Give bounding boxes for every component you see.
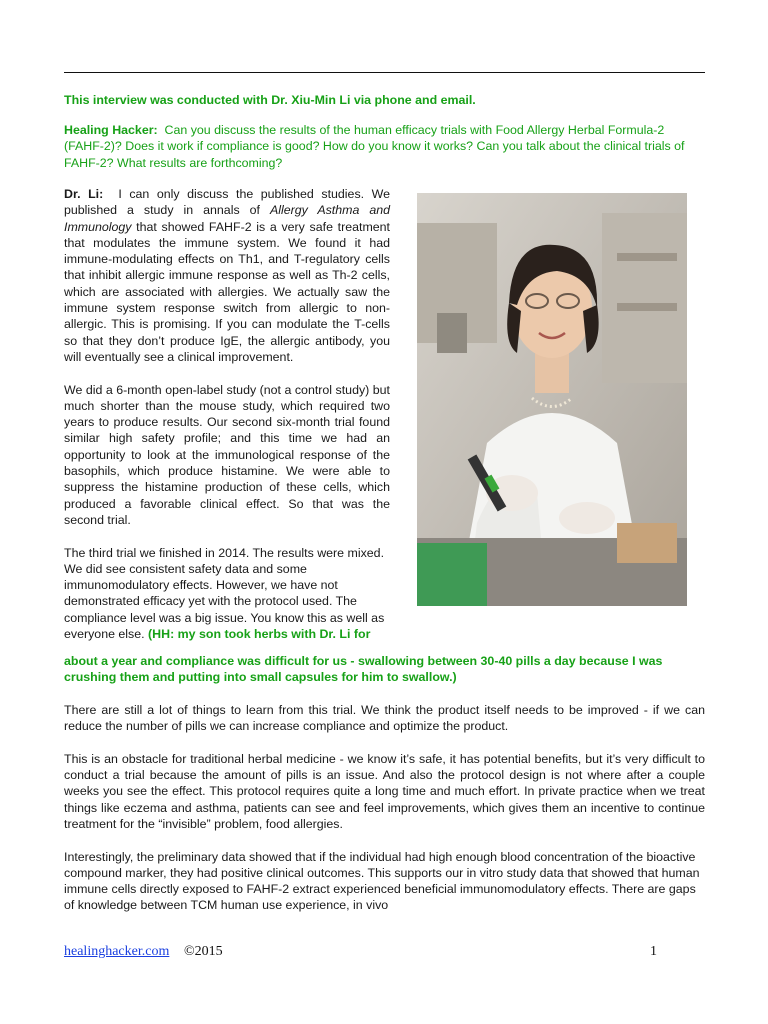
answer-speaker: Dr. Li: [64, 187, 104, 201]
question-speaker: Healing Hacker: [64, 123, 158, 137]
answer-p1-text-b: that showed FAHF-2 is a very safe treatment that modulates the immune system. We found it had immune-modulating effects on Th1, and T-regulatory cells that inhibit allergic immune response as well as Th-2 cells, which are associated with allergies. We actually saw the immune system response switch from allergic to non-allergic. This is promising. If you can modulate the T-cells so that they don’t produce IgE, the allergic antibody, you will eventually see a clinical improvement. [64, 219, 390, 364]
answer-p3-text: The third trial we finished in 2014. The results were mixed. We did see consistent safety data and some immunomodulatory effects. However, we have not demonstrated efficacy yet with the protocol used. The compliance level was a big issue. You know this as well as everyone else. [64, 545, 385, 642]
answer-paragraph-1 [64, 186, 390, 365]
hh-note-start: (HH: my son took herbs with Dr. Li for [148, 627, 371, 642]
page-number: 1 [650, 944, 657, 959]
answer-paragraph-6: Interestingly, the preliminary data showed that if the individual had high enough blood concentration of the bioactive compound marker, they had positive clinical outcomes. This supports our in vitro study data that showed that human immune cells directly exposed to FAHF-2 extract experienced beneficial immunomodulatory effects. There are gaps of knowledge between TCM human use experience, in vivo [64, 849, 700, 913]
answer-paragraph-3 [64, 545, 390, 643]
continued-text [64, 653, 705, 930]
question-text: Can you discuss the results of the human efficacy trials with Food Allergy Herbal Formula-2 (FAHF-2)? Does it work if compliance is good? How do you know it works? Can you talk about the clinical trials of FAHF-2? What results are forthcoming? [64, 123, 685, 170]
answer-column [64, 186, 390, 642]
journal-name: Allergy Asthma and Immunology [64, 203, 390, 234]
footer-site-link[interactable]: healinghacker.com [64, 944, 170, 959]
footer-copyright: ©2015 [184, 944, 223, 959]
hh-note: about a year and compliance was difficult for us - swallowing between 30-40 pills a day because I was crushing them and putting into small capsules for him to swallow.) [64, 654, 663, 685]
header-rule [64, 72, 705, 73]
answer-paragraph-5: This is an obstacle for traditional herbal medicine - we know it’s safe, it has potential benefits, but it’s very difficult to conduct a trial because the amount of pills is an issue. And also the protocol design is not where after a couple weeks you see the effect. This protocol requires quite a long time and much effort. In private practice when we treat things like eczema and asthma, patients can see and feel improvements, which gives them an incentive to continue treatment for the “invisible” problem, food allergies. [64, 751, 705, 831]
answer-paragraph-2: We did a 6-month open-label study (not a control study) but much shorter than the mouse study, which required two years to produce results. Our second six-month trial found similar high safety profile; and this time we had an opportunity to look at the immunological response of the basophils, which produce histamine. We were able to suppress the histamine production of these cells, which produced a favorable clinical effect. So that was the second trial. [64, 382, 390, 527]
answer-paragraph-4: There are still a lot of things to learn from this trial. We think the product itself needs to be improved - if we can reduce the number of pills we can increase compliance and optimize the product. [64, 702, 705, 734]
portrait-photo [417, 193, 687, 606]
answer-p1-text-a: I can only discuss the published studies. We published a study in annals of [64, 187, 390, 218]
question-paragraph [64, 122, 705, 171]
portrait-illustration [417, 193, 687, 606]
intro-line: This interview was conducted with Dr. Xiu-Min Li via phone and email. [64, 93, 476, 107]
